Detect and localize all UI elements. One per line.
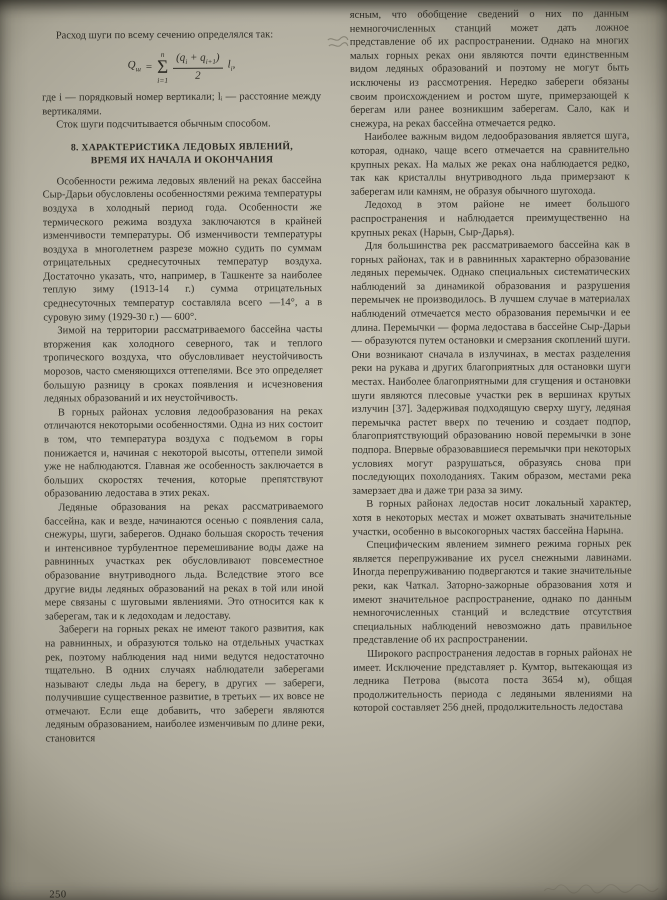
formula-fraction	[173, 52, 223, 84]
left-column	[42, 28, 325, 746]
formula-tail: $l_i$,	[227, 58, 236, 73]
paragraph-temperature-regime: Особенности режима ледовых явлений на реках бассейна Сыр-Дарьи обусловлены особенностями режима температуры воздуха в холодный период года. Особенности же термического режима воздуха заключаются в крайней изменчивости температуры. Об изменчивости температуры воздуха в многолетнем разрезе можно судить по суммам отрицательных среднесуточных температур воздуха. Достаточно указать, что, например, в Ташкенте за наиболее теплую зиму (1913-14 г.) сумма отрицательных среднесуточных температур составляла всего —14°, а в суровую зиму (1929-30 г.) — 600°.	[42, 174, 323, 324]
formula-equals: =	[145, 61, 153, 74]
paragraph-shuga-runoff: Сток шуги подсчитывается обычным способом.	[56, 118, 271, 131]
section-heading: 8. ХАРАКТЕРИСТИКА ЛЕДОВЫХ ЯВЛЕНИЙ, ВРЕМЯ ИХ НАЧАЛА И ОКОНЧАНИЯ	[70, 141, 294, 167]
paragraph-ledokhod: Ледоход в этом районе не имеет большого распространения и наблюдается преимущественно на крупных реках (Нарын, Сыр-Дарья).	[350, 198, 630, 239]
shuga-discharge-formula	[42, 50, 321, 86]
paragraph-kumtor-exception: Широкого распространения ледостав в горных районах не имеет. Исключение представляет р. Кумтор, вытекающая из ледника Петрова (высота поста 3654 м), общая продолжительность периода с ледяными явлениями на которой составляет 256 дней, продолжительность ледостава	[353, 647, 633, 715]
paragraph-shuga-importance: Наиболее важным видом ледообразования является шуга, которая, однако, чаще всего отмечается на сравнительно крупных реках. На малых же реках она наблюдается редко, так как кристаллы внутриводного льда примерзают к заберегам или камням, не образуя обычного шугохода.	[350, 130, 630, 198]
formula-lhs: $Q_ш$	[127, 58, 141, 74]
paragraph-ice-formations: Ледяные образования на реках рассматриваемого бассейна, как и везде, начинаются осенью с появления сала, снежуры, шуги, заберегов. Однако большая скорость течения и интенсивное турбулентное перемешивание воды даже на равнинных участках рек обусловливают повсеместное образование внутриводного льда. Вследствие этого все другие виды ледяных образований на реках в той или иной мере связаны с шуговыми явлениями. Это относится как к заберегам, так и к ледоходам и ледоставу.	[44, 501, 324, 623]
paragraph-mountain-conditions: В горных районах условия ледообразования на реках отличаются некоторыми особенностями. Одна из них состоит в том, что температура воздуха с подъемом в горы понижается и, начиная с некоторой высоты, оттепели зимой уже не наблюдаются. Главная же особенность заключается в больших скоростях течения, которые препятствуют образованию ледостава в этих реках.	[43, 405, 324, 500]
paragraph-ice-bridges: Для большинства рек рассматриваемого бассейна как в горных районах, так и в равнинных характерно образование ледяных перемычек. Однако специальных систематических наблюдений за динамикой образования и разрушения перемычек не производилось. В лучшем случае в материалах наблюдений отмечается место образования перемычки и ее длина. Перемычки — форма ледостава в бассейне Сыр-Дарьи — образуются путем остановки и смерзания скоплений шуги. Они возникают сначала в излучинах, в местах разделения реки на рукава и других благоприятных для остановки шуги местах. Наиболее благоприятными для сгущения и остановки шуги являются плесовые участки рек в вершинах крутых излучин [37]. Задерживая подходящую сверху шугу, ледяная перемычка растет вверх по течению и создает подпор, благоприятствующий образованию новой перемычки в зоне подпора. Впервые образовавшиеся перемычки при некоторых условиях могут разрушаться, образуясь снова при последующих похолоданиях. Таким образом, местами река замерзает два и даже три раза за зиму.	[350, 239, 632, 497]
sum-upper-limit: n	[160, 49, 165, 59]
fraction-numerator: $(q_i + q_{i+1})$	[173, 52, 222, 69]
paragraph-formula-legend: где i — порядковый номер вертикали; lᵢ — расстояние между вертикалями.	[42, 91, 322, 118]
page-number: 250	[49, 889, 67, 900]
paragraph-zaberegi: Забереги на горных реках не имеют такого развития, как на равнинных, и образуются только на отдельных участках рек, поэтому наблюдения над ними ведутся недостаточно тщательно. В одних случаях наблюдатели заберегами называют следы льда на берегу, в других — забереги, получившие существенное развитие, в третьих — их вовсе не отмечают. Если еще добавить, что забереги являются ледяным образованием, наиболее изменчивым по длине реки, становится	[44, 623, 325, 745]
formula-summation	[157, 50, 168, 85]
sum-lower-limit: i=1	[157, 75, 169, 85]
pencil-note	[542, 880, 660, 897]
paragraph-local-ledostav: В горных районах ледостав носит локальный характер, хотя в некоторых местах и может охватывать значительные участки, особенно в высокогорных частях бассейна Нарына.	[352, 497, 632, 538]
sigma-symbol: Σ	[157, 56, 169, 78]
paragraph-zaberegi-continued: ясным, что обобщение сведений о них по данным немногочисленных станций может дать ложное представление об их распространении. Однако на многих малых горных реках они являются почти единственным видом ледяных образований и поэтому не могут быть исключены из рассмотрения. Нередко забереги обязаны своим происхождением и ростом шуге, примерзающей к берегам или ранее возникшим заберегам. Сало, как и снежура, на реках бассейна отмечается редко.	[349, 8, 630, 130]
right-column	[350, 7, 633, 715]
fraction-denominator: 2	[195, 69, 201, 82]
paragraph-winter-intrusions: Зимой на территории рассматриваемого бассейна часты вторжения как холодного северного, так и теплого тропического воздуха, что обусловливает неустойчивость морозов, часто сменяющихся оттепелями. Все это определяет большую разницу в сроках появления и исчезновения ледяных образований и их неустойчивость.	[43, 324, 323, 405]
paragraph-avalanche-damming: Специфическим явлением зимнего режима горных рек является перепруживание их русел снежными лавинами. Иногда перепруживанию подвергаются и такие значительные реки, как Чаткал. Заторно-зажорные образования хотя и имеют значительное распространение, однако по данным немногочисленных станций и вследствие отсутствия специальных наблюдений невозможно дать правильное представление об их распространении.	[352, 538, 632, 647]
paragraph-shuga-discharge-intro: Расход шуги по всему сечению определялся так:	[55, 29, 274, 42]
pencil-margin-mark	[326, 34, 350, 52]
